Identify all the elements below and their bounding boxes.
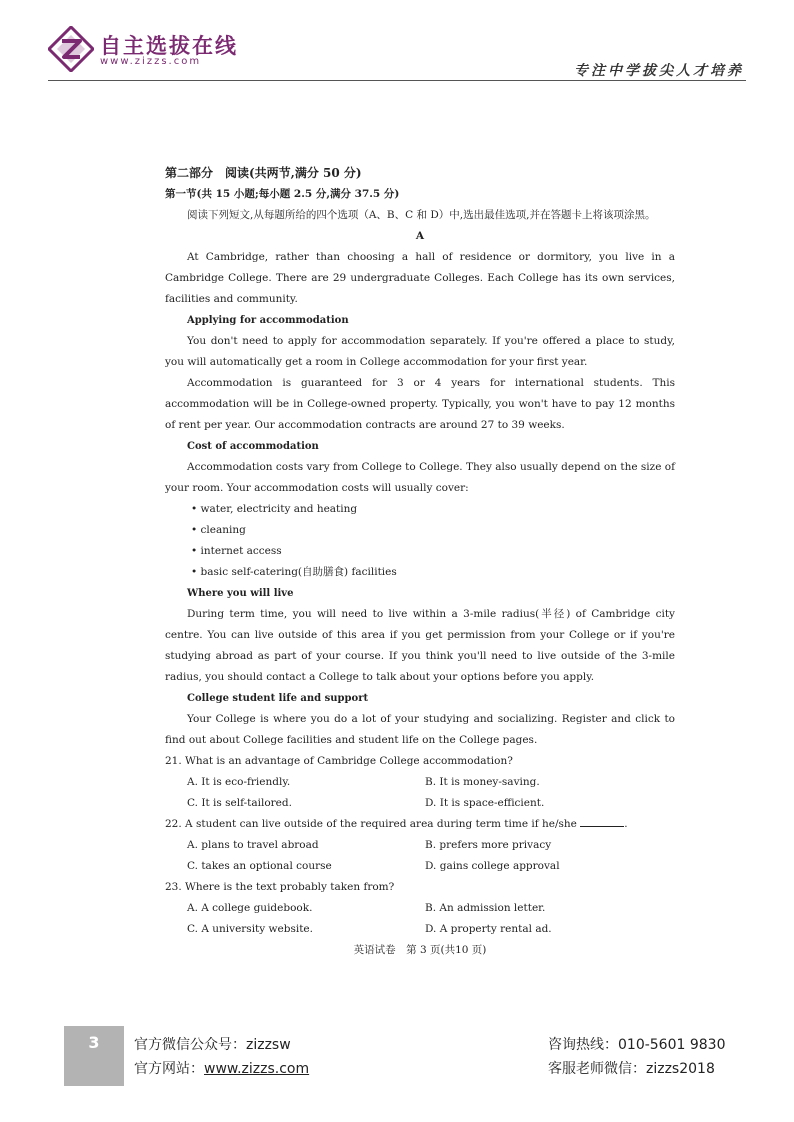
- options-21: [165, 772, 675, 793]
- question-23: 23. Where is the text probably taken from?: [165, 881, 395, 893]
- options-22: [165, 835, 675, 856]
- option-21-c: C. It is self-tailored.: [187, 797, 292, 809]
- list-item: • cleaning: [191, 524, 246, 536]
- options-23: [165, 898, 675, 919]
- option-22-c: C. takes an optional course: [187, 860, 332, 872]
- list-item: • internet access: [191, 545, 282, 557]
- exam-page-footer: 英语试卷 第 3 页(共10 页): [353, 944, 487, 956]
- teacher-wechat: 客服老师微信：zizzs2018: [548, 1061, 715, 1077]
- paragraph-cost: Accommodation costs vary from College to College. They also usually depend on the size of your room. Your accommodation costs will usually cover:: [165, 461, 675, 494]
- question-22: [165, 814, 675, 835]
- option-21-b: B. It is money-saving.: [425, 776, 540, 788]
- website-label: 官方网站：: [134, 1061, 204, 1077]
- question-22-stem: 22. A student can live outside of the required area during term time if he/she: [165, 818, 577, 830]
- part-title: 第二部分 阅读(共两节,满分 50 分): [165, 166, 362, 180]
- subheading-life: College student life and support: [187, 693, 369, 704]
- exam-content: [165, 162, 675, 961]
- answer-blank: [580, 814, 624, 827]
- header-divider: [48, 80, 746, 81]
- paragraph-where: During term time, you will need to live within a 3-mile radius(半径) of Cambridge city centre. You can live outside of this area if you get permission from your College or if you're studying abroad as part of your course. If you think you'll need to live outside of the 3-mile radius, you should contact a College to talk about your options before you apply.: [165, 608, 675, 683]
- section-title: 第一节(共 15 小题;每小题 2.5 分,满分 37.5 分): [165, 188, 400, 200]
- page-header: [0, 0, 794, 90]
- page-number-block: 3: [64, 1026, 124, 1086]
- list-item: • basic self-catering(自助膳食) facilities: [191, 566, 397, 578]
- option-21-a: A. It is eco-friendly.: [187, 776, 291, 788]
- subheading-cost: Cost of accommodation: [187, 441, 319, 452]
- options-21-row2: [165, 793, 675, 814]
- question-22-end: .: [624, 818, 628, 830]
- options-22-row2: [165, 856, 675, 877]
- option-23-c: C. A university website.: [187, 923, 313, 935]
- zizzs-logo-icon: [48, 26, 94, 72]
- option-22-b: B. prefers more privacy: [425, 839, 552, 851]
- subheading-applying: Applying for accommodation: [187, 315, 349, 326]
- passage-label: A: [415, 230, 425, 242]
- wechat-account: 官方微信公众号：zizzsw: [134, 1037, 291, 1053]
- option-23-a: A. A college guidebook.: [187, 902, 313, 914]
- paragraph-applying: You don't need to apply for accommodation separately. If you're offered a place to study, you will automatically get a room in College accommodation for your first year.: [165, 335, 675, 368]
- list-item: • water, electricity and heating: [191, 503, 358, 515]
- brand-name: 自主选拔在线: [100, 34, 238, 58]
- instructions: 阅读下列短文,从每题所给的四个选项（A、B、C 和 D）中,选出最佳选项,并在答题卡上将该项涂黑。: [187, 209, 656, 221]
- paragraph-life: Your College is where you do a lot of your studying and socializing. Register and click to find out about College facilities and student life on the College pages.: [165, 713, 675, 746]
- website-link[interactable]: www.zizzs.com: [204, 1061, 310, 1077]
- brand-url: www.zizzs.com: [100, 56, 202, 67]
- option-23-b: B. An admission letter.: [425, 902, 546, 914]
- website-line: [134, 1058, 309, 1078]
- header-slogan: 专注中学拔尖人才培养: [574, 63, 744, 79]
- hotline: 咨询热线：010-5601 9830: [548, 1037, 726, 1053]
- option-23-d: D. A property rental ad.: [425, 923, 552, 935]
- option-22-d: D. gains college approval: [425, 860, 560, 872]
- options-23-row2: [165, 919, 675, 940]
- paragraph-guarantee: Accommodation is guaranteed for 3 or 4 years for international students. This accommodation will be in College-owned property. Typically, you won't have to pay 12 months of rent per year. Our accommodation contracts are around 27 to 39 weeks.: [165, 377, 675, 431]
- subheading-where: Where you will live: [187, 588, 294, 599]
- option-21-d: D. It is space-efficient.: [425, 797, 545, 809]
- paragraph-intro: At Cambridge, rather than choosing a hall of residence or dormitory, you live in a Cambridge College. There are 29 undergraduate Colleges. Each College has its own services, facilities and community.: [165, 251, 675, 305]
- question-21: 21. What is an advantage of Cambridge College accommodation?: [165, 755, 513, 767]
- option-22-a: A. plans to travel abroad: [187, 839, 319, 851]
